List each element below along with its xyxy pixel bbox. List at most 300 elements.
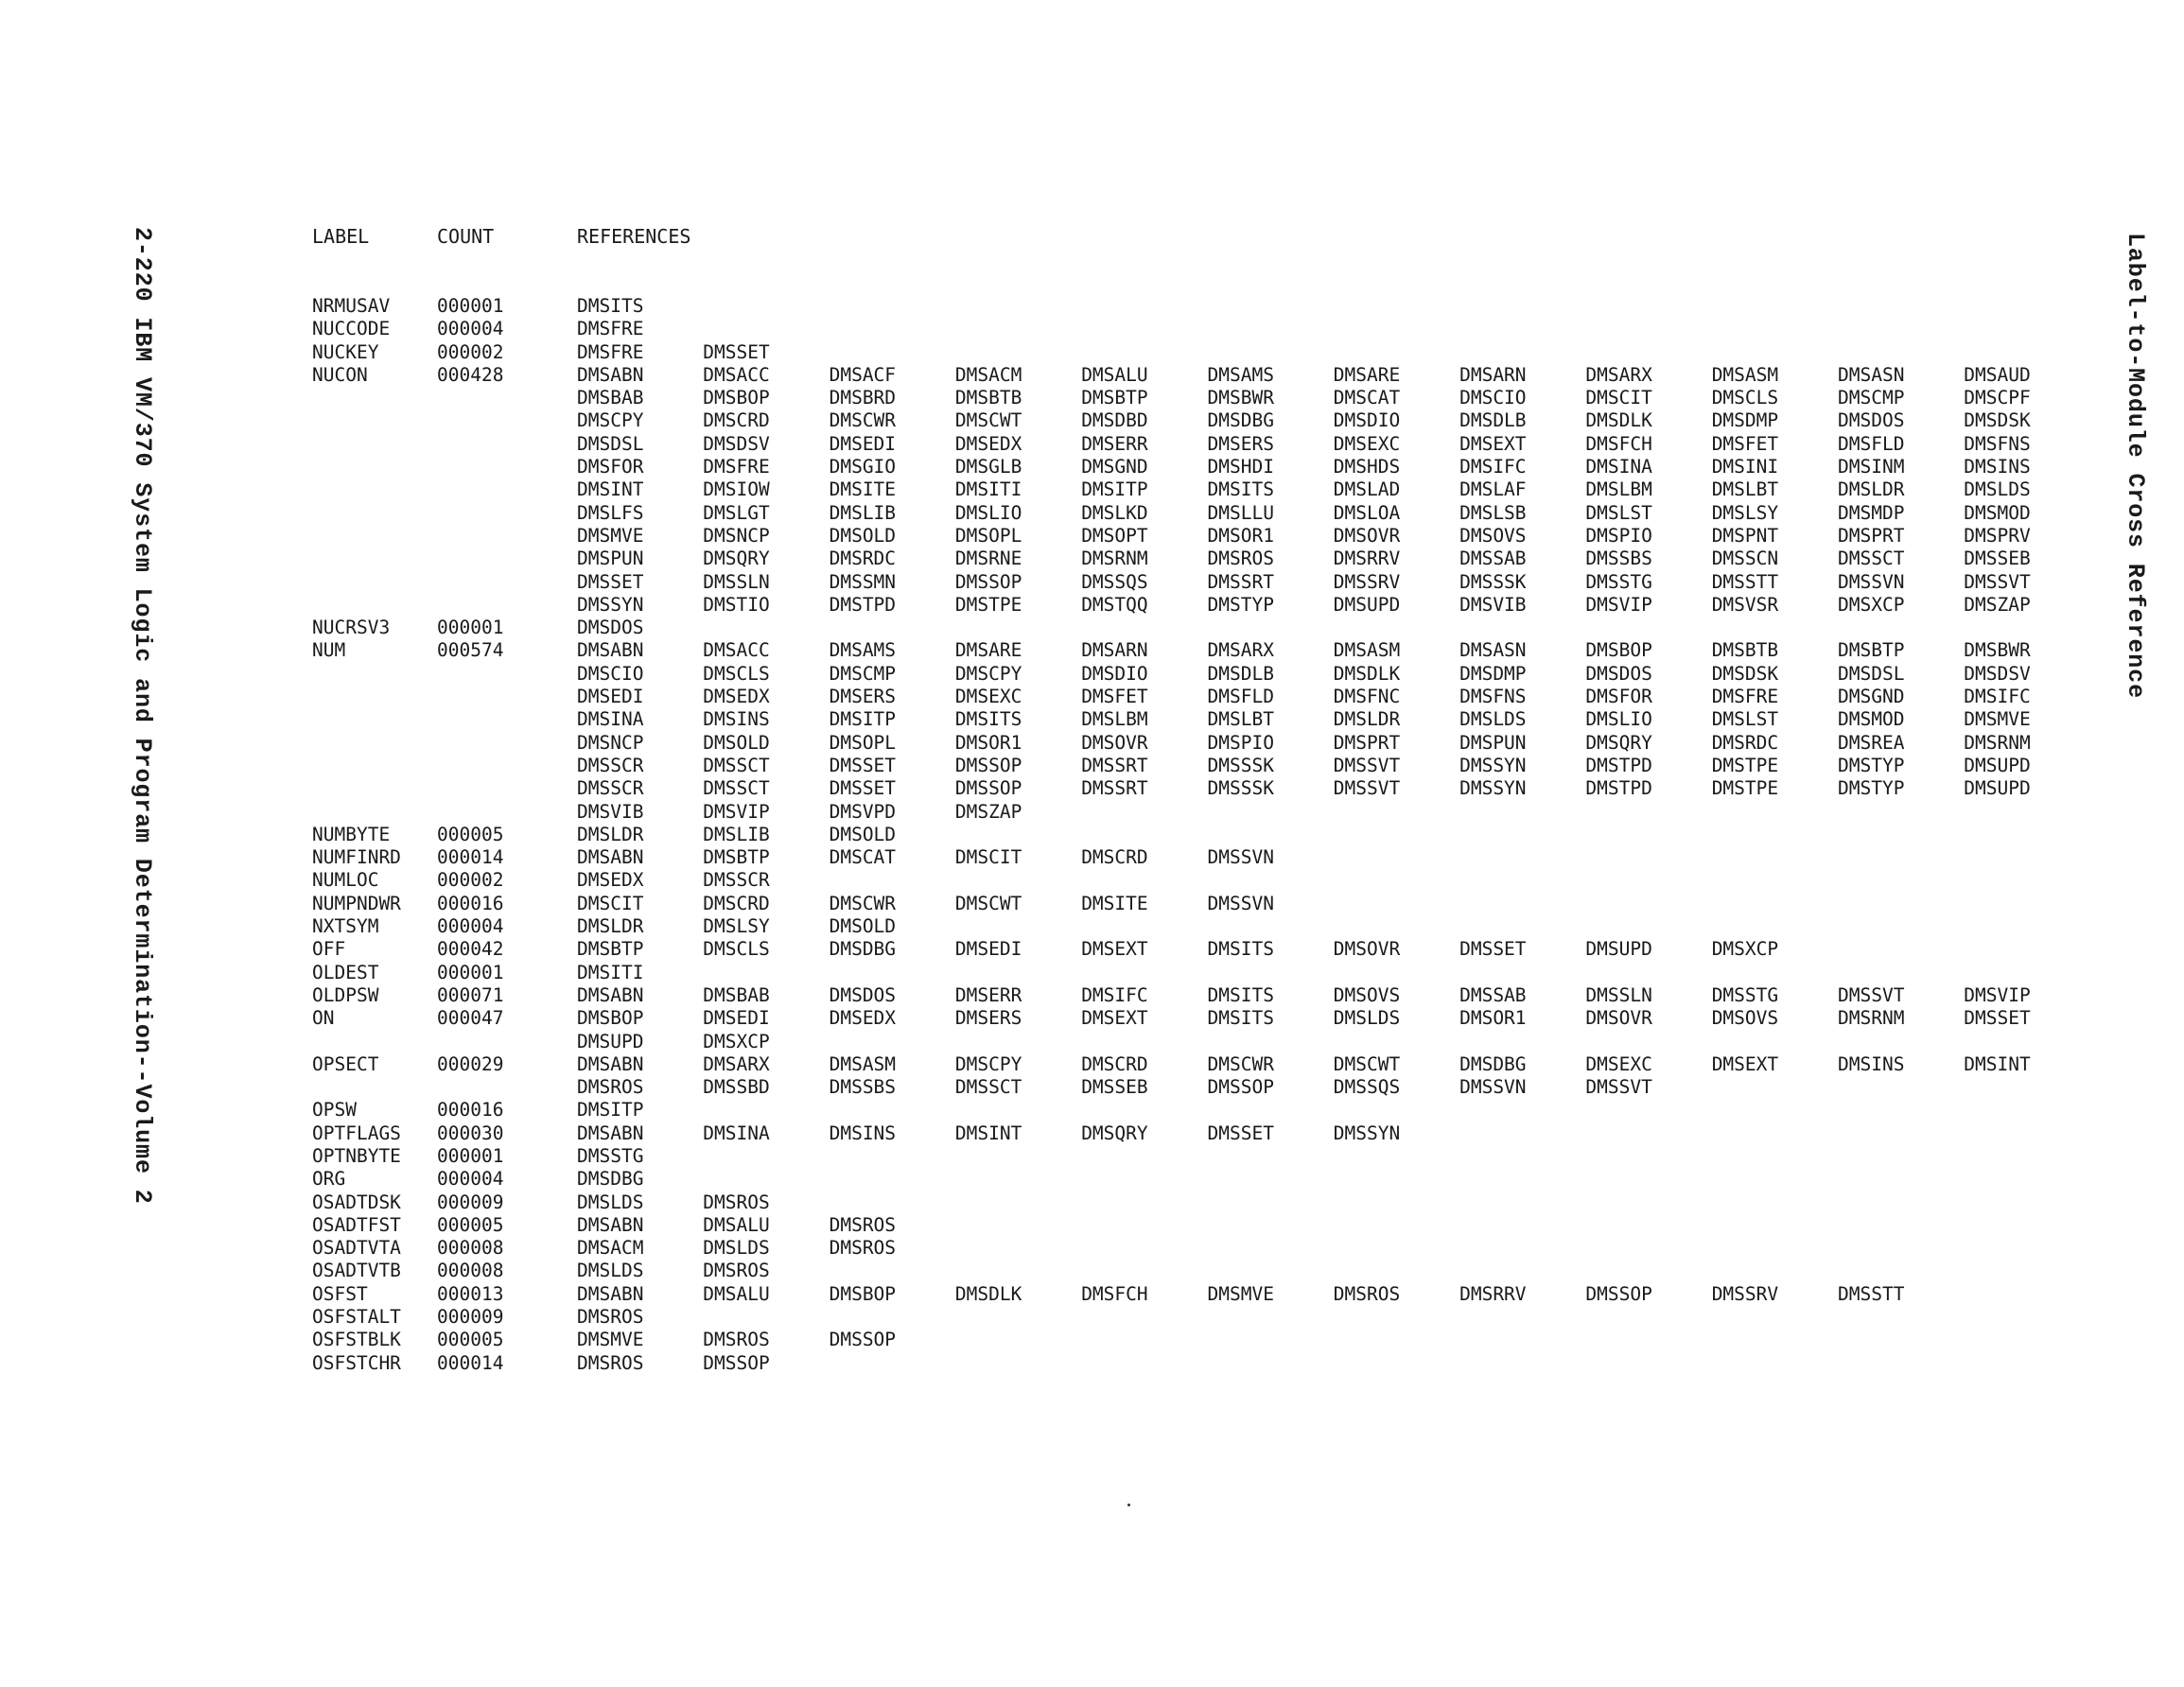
row-count: 000001 [437, 617, 504, 639]
module-reference: DMSCRD [1081, 846, 1148, 869]
module-reference: DMSOR1 [954, 731, 1022, 754]
module-reference: DMSCLS [703, 938, 770, 961]
module-reference: DMSOVR [1333, 938, 1401, 961]
row-label: OFF [312, 938, 346, 961]
module-reference: DMSGND [1838, 686, 1905, 708]
module-reference: DMSPUN [577, 548, 644, 570]
module-reference: DMSSRT [1081, 777, 1148, 800]
module-reference: DMSLST [1711, 708, 1779, 731]
row-count: 000002 [437, 869, 504, 892]
module-reference: DMSEXC [1333, 432, 1401, 455]
module-reference: DMSCIT [954, 846, 1022, 869]
row-label: NUCCODE [312, 318, 391, 340]
module-reference: DMSDBG [829, 938, 897, 961]
module-reference: DMSFLD [1207, 686, 1274, 708]
row-count: 000014 [437, 1351, 504, 1374]
module-reference: DMSCPY [954, 1052, 1022, 1075]
module-reference: DMSEDI [829, 432, 897, 455]
module-reference: DMSROS [577, 1306, 644, 1329]
module-reference: DMSLAF [1459, 478, 1527, 501]
module-reference: DMSQRY [703, 548, 770, 570]
module-reference: DMSABN [577, 639, 644, 662]
module-reference: DMSSSK [1207, 777, 1274, 800]
module-reference: DMSCAT [829, 846, 897, 869]
module-reference: DMSSCN [1711, 548, 1779, 570]
row-label: NUM [312, 639, 346, 662]
module-reference: DMSSCR [703, 869, 770, 892]
module-reference: DMSPNT [1711, 524, 1779, 547]
module-reference: DMSLDS [1333, 1007, 1401, 1030]
module-reference: DMSASN [1838, 363, 1905, 386]
module-reference: DMSBTP [703, 846, 770, 869]
header-label: LABEL [312, 225, 370, 248]
module-reference: DMSAMS [1207, 363, 1274, 386]
module-reference: DMSSEB [1964, 548, 2031, 570]
module-reference: DMSREA [1838, 731, 1905, 754]
section-side-title: Label-to-Module Cross Reference [2122, 233, 2149, 699]
module-reference: DMSEDX [954, 432, 1022, 455]
module-reference: DMSTPE [1711, 754, 1779, 776]
module-reference: DMSDLB [1207, 662, 1274, 685]
page-side-title: 2-220 IBM VM/370 System Logic and Program Determination--Volume 2 [129, 227, 156, 1205]
module-reference: DMSFNS [1964, 432, 2031, 455]
row-count: 000005 [437, 1213, 504, 1236]
module-reference: DMSCPY [954, 662, 1022, 685]
row-count: 000001 [437, 961, 504, 983]
module-reference: DMSSCT [954, 1076, 1022, 1099]
module-reference: DMSSET [829, 754, 897, 776]
module-reference: DMSSYN [577, 593, 644, 616]
row-count: 000004 [437, 318, 504, 340]
module-reference: DMSLBM [1585, 478, 1652, 501]
module-reference: DMSBTP [1838, 639, 1905, 662]
module-reference: DMSRNM [1081, 548, 1148, 570]
module-reference: DMSPIO [1585, 524, 1652, 547]
module-reference: DMSBWR [1964, 639, 2031, 662]
module-reference: DMSROS [703, 1191, 770, 1213]
module-reference: DMSBOP [577, 1007, 644, 1030]
module-reference: DMSGND [1081, 456, 1148, 478]
module-reference: DMSOR1 [1207, 524, 1274, 547]
module-reference: DMSCWT [1333, 1052, 1401, 1075]
module-reference: DMSFET [1711, 432, 1779, 455]
module-reference: DMSSYN [1459, 754, 1527, 776]
module-reference: DMSSAB [1459, 983, 1527, 1006]
module-reference: DMSVPD [829, 800, 897, 823]
row-count: 000047 [437, 1007, 504, 1030]
module-reference: DMSSET [703, 340, 770, 363]
header-references: REFERENCES [577, 225, 691, 248]
module-reference: DMSSRT [1207, 570, 1274, 593]
module-reference: DMSMVE [577, 1329, 644, 1351]
module-reference: DMSTYP [1838, 754, 1905, 776]
module-reference: DMSARX [1207, 639, 1274, 662]
module-reference: DMSABN [577, 363, 644, 386]
module-reference: DMSLKD [1081, 501, 1148, 524]
row-count: 000004 [437, 1168, 504, 1191]
module-reference: DMSINI [1711, 456, 1779, 478]
module-reference: DMSBWR [1207, 387, 1274, 409]
header-count: COUNT [437, 225, 495, 248]
row-label: OSADTVTB [312, 1260, 401, 1282]
row-label: NUMLOC [312, 869, 379, 892]
module-reference: DMSITS [954, 708, 1022, 731]
module-reference: DMSCWR [1207, 1052, 1274, 1075]
module-reference: DMSINM [1838, 456, 1905, 478]
row-count: 000009 [437, 1306, 504, 1329]
row-count: 000071 [437, 983, 504, 1006]
module-reference: DMSVIB [577, 800, 644, 823]
module-reference: DMSSBS [1585, 548, 1652, 570]
module-reference: DMSSEB [1081, 1076, 1148, 1099]
module-reference: DMSCIO [1459, 387, 1527, 409]
module-reference: DMSITS [1207, 983, 1274, 1006]
module-reference: DMSEXC [1585, 1052, 1652, 1075]
module-reference: DMSCIT [577, 892, 644, 914]
row-label: NUMPNDWR [312, 892, 401, 914]
module-reference: DMSTIO [703, 593, 770, 616]
module-reference: DMSITP [1081, 478, 1148, 501]
row-label: NUCKEY [312, 340, 379, 363]
module-reference: DMSRRV [1459, 1282, 1527, 1305]
row-label: OSADTVTA [312, 1237, 401, 1260]
module-reference: DMSABN [577, 1052, 644, 1075]
module-reference: DMSCWT [954, 409, 1022, 432]
module-reference: DMSVIP [703, 800, 770, 823]
module-reference: DMSXCP [1838, 593, 1905, 616]
module-reference: DMSERR [954, 983, 1022, 1006]
module-reference: DMSCLS [703, 662, 770, 685]
module-reference: DMSEDI [577, 686, 644, 708]
module-reference: DMSSSK [1207, 754, 1274, 776]
row-count: 000001 [437, 295, 504, 317]
module-reference: DMSMDP [1838, 501, 1905, 524]
module-reference: DMSLST [1585, 501, 1652, 524]
module-reference: DMSDOS [1838, 409, 1905, 432]
module-reference: DMSDSV [703, 432, 770, 455]
module-reference: DMSFLD [1838, 432, 1905, 455]
module-reference: DMSCIO [577, 662, 644, 685]
module-reference: DMSITI [954, 478, 1022, 501]
module-reference: DMSALU [703, 1282, 770, 1305]
module-reference: DMSBAB [577, 387, 644, 409]
module-reference: DMSLBM [1081, 708, 1148, 731]
module-reference: DMSFOR [1585, 686, 1652, 708]
row-count: 000009 [437, 1191, 504, 1213]
module-reference: DMSCRD [703, 892, 770, 914]
module-reference: DMSINA [1585, 456, 1652, 478]
row-count: 000013 [437, 1282, 504, 1305]
module-reference: DMSROS [577, 1076, 644, 1099]
row-label: OPSECT [312, 1052, 379, 1075]
module-reference: DMSSVT [1964, 570, 2031, 593]
module-reference: DMSCWT [954, 892, 1022, 914]
module-reference: DMSDSL [1838, 662, 1905, 685]
module-reference: DMSIFC [1081, 983, 1148, 1006]
module-reference: DMSXCP [1711, 938, 1779, 961]
module-reference: DMSSCR [577, 754, 644, 776]
module-reference: DMSCAT [1333, 387, 1401, 409]
module-reference: DMSCWR [829, 409, 897, 432]
module-reference: DMSITS [1207, 938, 1274, 961]
module-reference: DMSSMN [829, 570, 897, 593]
row-label: NUMBYTE [312, 823, 391, 845]
module-reference: DMSDOS [1585, 662, 1652, 685]
row-label: OPTNBYTE [312, 1144, 401, 1167]
module-reference: DMSSQS [1081, 570, 1148, 593]
module-reference: DMSEXC [954, 686, 1022, 708]
module-reference: DMSABN [577, 846, 644, 869]
module-reference: DMSSOP [703, 1351, 770, 1374]
module-reference: DMSARE [954, 639, 1022, 662]
module-reference: DMSBTB [1711, 639, 1779, 662]
module-reference: DMSSVT [1333, 754, 1401, 776]
module-reference: DMSITE [829, 478, 897, 501]
module-reference: DMSEXT [1459, 432, 1527, 455]
module-reference: DMSCLS [1711, 387, 1779, 409]
module-reference: DMSTPD [1585, 777, 1652, 800]
module-reference: DMSITP [829, 708, 897, 731]
module-reference: DMSLIO [954, 501, 1022, 524]
module-reference: DMSFOR [577, 456, 644, 478]
module-reference: DMSLBT [1711, 478, 1779, 501]
module-reference: DMSDBG [1207, 409, 1274, 432]
module-reference: DMSDOS [577, 617, 644, 639]
module-reference: DMSINT [1964, 1052, 2031, 1075]
module-reference: DMSASM [1711, 363, 1779, 386]
module-reference: DMSQRY [1081, 1122, 1148, 1144]
module-reference: DMSFRE [703, 456, 770, 478]
module-reference: DMSDBG [1459, 1052, 1527, 1075]
row-label: NRMUSAV [312, 295, 391, 317]
module-reference: DMSOLD [829, 915, 897, 938]
module-reference: DMSINA [703, 1122, 770, 1144]
module-reference: DMSERR [1081, 432, 1148, 455]
module-reference: DMSITS [577, 295, 644, 317]
row-label: ON [312, 1007, 335, 1030]
row-count: 000005 [437, 1329, 504, 1351]
module-reference: DMSCMP [1838, 387, 1905, 409]
module-reference: DMSINT [954, 1122, 1022, 1144]
module-reference: DMSSSK [1459, 570, 1527, 593]
module-reference: DMSSBD [703, 1076, 770, 1099]
module-reference: DMSITS [1207, 1007, 1274, 1030]
module-reference: DMSGLB [954, 456, 1022, 478]
module-reference: DMSLSY [703, 915, 770, 938]
module-reference: DMSSYN [1333, 1122, 1401, 1144]
module-reference: DMSFRE [1711, 686, 1779, 708]
module-reference: DMSDLB [1459, 409, 1527, 432]
module-reference: DMSSRT [1081, 754, 1148, 776]
module-reference: DMSITI [577, 961, 644, 983]
row-count: 000042 [437, 938, 504, 961]
module-reference: DMSOLD [703, 731, 770, 754]
module-reference: DMSSCT [703, 777, 770, 800]
row-label: NUMFINRD [312, 846, 401, 869]
module-reference: DMSSLN [1585, 983, 1652, 1006]
module-reference: DMSARX [703, 1052, 770, 1075]
module-reference: DMSVSR [1711, 593, 1779, 616]
module-reference: DMSSTG [1711, 983, 1779, 1006]
row-label: OSFSTCHR [312, 1351, 401, 1374]
module-reference: DMSSOP [954, 570, 1022, 593]
row-label: OLDPSW [312, 983, 379, 1006]
module-reference: DMSEXT [1081, 938, 1148, 961]
module-reference: DMSOVR [1081, 731, 1148, 754]
module-reference: DMSROS [703, 1329, 770, 1351]
module-reference: DMSLDS [1964, 478, 2031, 501]
module-reference: DMSPIO [1207, 731, 1274, 754]
module-reference: DMSSVN [1838, 570, 1905, 593]
module-reference: DMSLDR [1838, 478, 1905, 501]
module-reference: DMSDLK [954, 1282, 1022, 1305]
module-reference: DMSRNM [1838, 1007, 1905, 1030]
module-reference: DMSTPE [954, 593, 1022, 616]
row-count: 000428 [437, 363, 504, 386]
row-label: OSFSTALT [312, 1306, 401, 1329]
module-reference: DMSMVE [577, 524, 644, 547]
module-reference: DMSABN [577, 1122, 644, 1144]
module-reference: DMSFNS [1459, 686, 1527, 708]
module-reference: DMSSRV [1333, 570, 1401, 593]
module-reference: DMSDSL [577, 432, 644, 455]
module-reference: DMSLDS [577, 1260, 644, 1282]
module-reference: DMSSVN [1207, 892, 1274, 914]
module-reference: DMSSTT [1838, 1282, 1905, 1305]
module-reference: DMSSVN [1207, 846, 1274, 869]
module-reference: DMSROS [829, 1237, 897, 1260]
module-reference: DMSEDX [577, 869, 644, 892]
module-reference: DMSTPE [1711, 777, 1779, 800]
module-reference: DMSACM [577, 1237, 644, 1260]
module-reference: DMSOVS [1459, 524, 1527, 547]
module-reference: DMSUPD [577, 1030, 644, 1052]
module-reference: DMSINS [703, 708, 770, 731]
speck-mark [1127, 1504, 1130, 1506]
module-reference: DMSHDS [1333, 456, 1401, 478]
module-reference: DMSXCP [703, 1030, 770, 1052]
module-reference: DMSPUN [1459, 731, 1527, 754]
module-reference: DMSDOS [829, 983, 897, 1006]
module-reference: DMSALU [703, 1213, 770, 1236]
module-reference: DMSINS [1964, 456, 2031, 478]
module-reference: DMSNCP [577, 731, 644, 754]
module-reference: DMSSOP [829, 1329, 897, 1351]
module-reference: DMSINT [577, 478, 644, 501]
row-count: 000008 [437, 1237, 504, 1260]
module-reference: DMSSOP [1585, 1282, 1652, 1305]
module-reference: DMSOVR [1333, 524, 1401, 547]
module-reference: DMSBRD [829, 387, 897, 409]
module-reference: DMSBOP [703, 387, 770, 409]
row-count: 000016 [437, 1099, 504, 1122]
module-reference: DMSROS [1207, 548, 1274, 570]
module-reference: DMSLOA [1333, 501, 1401, 524]
module-reference: DMSPRT [1333, 731, 1401, 754]
module-reference: DMSCMP [829, 662, 897, 685]
module-reference: DMSPRV [1964, 524, 2031, 547]
module-reference: DMSLAD [1333, 478, 1401, 501]
module-reference: DMSLSB [1459, 501, 1527, 524]
module-reference: DMSACC [703, 639, 770, 662]
module-reference: DMSACC [703, 363, 770, 386]
module-reference: DMSOVS [1333, 983, 1401, 1006]
module-reference: DMSSET [577, 570, 644, 593]
module-reference: DMSARE [1333, 363, 1401, 386]
module-reference: DMSSCR [577, 777, 644, 800]
module-reference: DMSDMP [1711, 409, 1779, 432]
module-reference: DMSGIO [829, 456, 897, 478]
module-reference: DMSDSK [1964, 409, 2031, 432]
module-reference: DMSMVE [1964, 708, 2031, 731]
module-reference: DMSZAP [1964, 593, 2031, 616]
module-reference: DMSOPT [1081, 524, 1148, 547]
module-reference: DMSOLD [829, 524, 897, 547]
module-reference: DMSABN [577, 1282, 644, 1305]
module-reference: DMSUPD [1333, 593, 1401, 616]
module-reference: DMSSET [1207, 1122, 1274, 1144]
module-reference: DMSARN [1081, 639, 1148, 662]
module-reference: DMSPRT [1838, 524, 1905, 547]
module-reference: DMSCIT [1585, 387, 1652, 409]
module-reference: DMSSLN [703, 570, 770, 593]
module-reference: DMSBTB [954, 387, 1022, 409]
module-reference: DMSLGT [703, 501, 770, 524]
module-reference: DMSSET [829, 777, 897, 800]
module-reference: DMSASN [1459, 639, 1527, 662]
module-reference: DMSSOP [954, 754, 1022, 776]
module-reference: DMSRRV [1333, 548, 1401, 570]
row-label: OPSW [312, 1099, 357, 1122]
row-label: OPTFLAGS [312, 1122, 401, 1144]
row-count: 000016 [437, 892, 504, 914]
module-reference: DMSEDI [954, 938, 1022, 961]
module-reference: DMSDIO [1081, 662, 1148, 685]
module-reference: DMSOVS [1711, 1007, 1779, 1030]
module-reference: DMSTYP [1207, 593, 1274, 616]
module-reference: DMSEDX [703, 686, 770, 708]
module-reference: DMSSET [1459, 938, 1527, 961]
module-reference: DMSINS [1838, 1052, 1905, 1075]
module-reference: DMSSOP [954, 777, 1022, 800]
module-reference: DMSLDR [1333, 708, 1401, 731]
module-reference: DMSLLU [1207, 501, 1274, 524]
module-reference: DMSITP [577, 1099, 644, 1122]
module-reference: DMSOPL [954, 524, 1022, 547]
module-reference: DMSUPD [1964, 754, 2031, 776]
module-reference: DMSSYN [1459, 777, 1527, 800]
module-reference: DMSTPD [829, 593, 897, 616]
module-reference: DMSFRE [577, 340, 644, 363]
module-reference: DMSOVR [1585, 1007, 1652, 1030]
module-reference: DMSRDC [829, 548, 897, 570]
module-reference: DMSDLK [1585, 409, 1652, 432]
module-reference: DMSLDR [577, 915, 644, 938]
row-label: OSFSTBLK [312, 1329, 401, 1351]
module-reference: DMSVIB [1459, 593, 1527, 616]
module-reference: DMSQRY [1585, 731, 1652, 754]
module-reference: DMSSTG [1585, 570, 1652, 593]
row-count: 000574 [437, 639, 504, 662]
module-reference: DMSHDI [1207, 456, 1274, 478]
module-reference: DMSLDR [577, 823, 644, 845]
module-reference: DMSIFC [1964, 686, 2031, 708]
module-reference: DMSLBT [1207, 708, 1274, 731]
row-label: OSADTDSK [312, 1191, 401, 1213]
module-reference: DMSCPY [577, 409, 644, 432]
row-count: 000005 [437, 823, 504, 845]
module-reference: DMSLFS [577, 501, 644, 524]
